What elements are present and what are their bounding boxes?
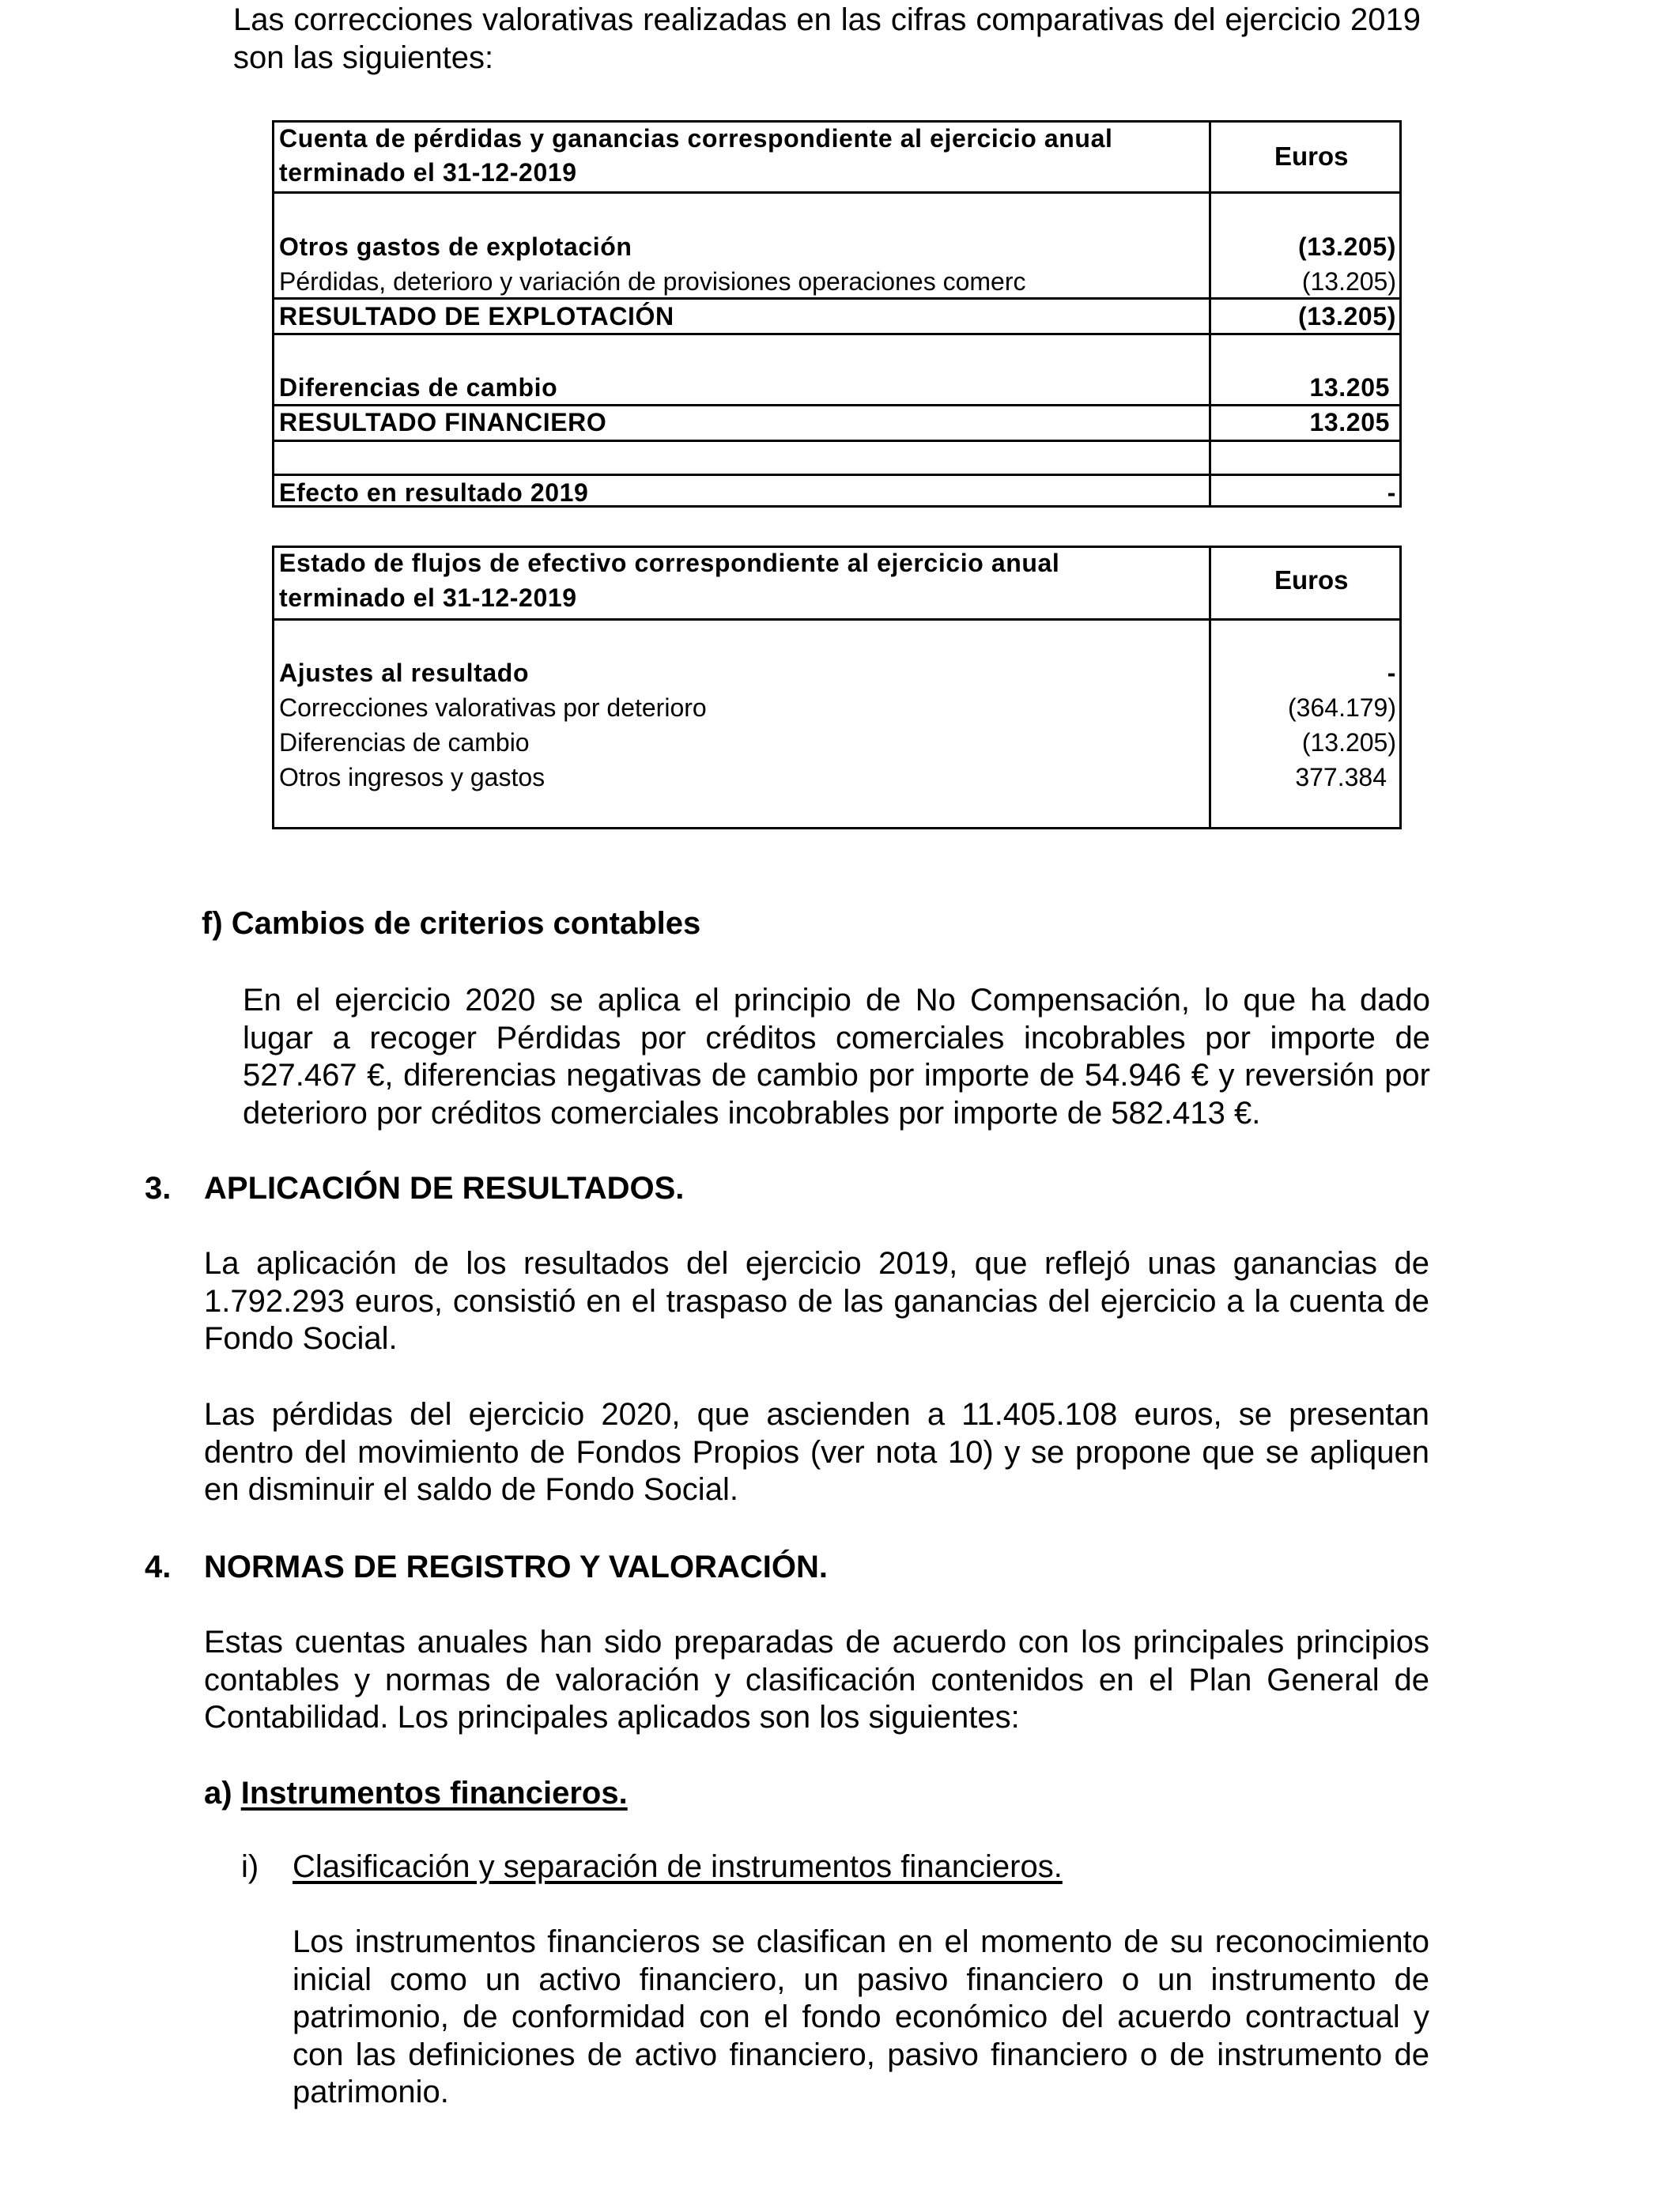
pyg-row-value: - xyxy=(1387,478,1396,507)
flujos-header-line1: Estado de flujos de efectivo correspondiente al ejercicio anual xyxy=(279,549,1060,577)
pyg-row-label: Pérdidas, deterioro y variación de provisiones operaciones comerc xyxy=(279,267,1026,296)
pyg-row-label: RESULTADO FINANCIERO xyxy=(279,408,607,436)
section-4-paragraph-1: Estas cuentas anuales han sido preparadas de acuerdo con los principales principios contables y normas de valoración y clasificación contenidos en el Plan General de Contabilidad. Los principales aplicados son los siguientes: xyxy=(204,1625,1429,1735)
subsection-a-title: Instrumentos financieros. xyxy=(240,1776,628,1811)
section-3-title: APLICACIÓN DE RESULTADOS. xyxy=(204,1171,685,1206)
pyg-row-label: RESULTADO DE EXPLOTACIÓN xyxy=(279,302,674,330)
pyg-column-divider xyxy=(1209,123,1211,505)
intro-paragraph: Las correcciones valorativas realizadas en las cifras comparativas del ejercicio 2019 son las siguientes: xyxy=(233,2,1421,75)
pyg-header-divider xyxy=(274,191,1399,194)
flujos-header-divider xyxy=(274,618,1399,621)
pyg-row-label: Diferencias de cambio xyxy=(279,373,558,402)
pyg-row-value: (13.205) xyxy=(1298,302,1396,330)
flujos-row-value: (364.179) xyxy=(1288,693,1396,722)
flujos-row-label: Diferencias de cambio xyxy=(279,728,530,757)
pyg-row-label: Otros gastos de explotación xyxy=(279,232,632,261)
flujos-row-label: Ajustes al resultado xyxy=(279,659,530,687)
pyg-row-label: Efecto en resultado 2019 xyxy=(279,478,589,507)
pyg-currency-header: Euros xyxy=(1274,142,1349,171)
section-f-body: En el ejercicio 2020 se aplica el principio de No Compensación, lo que ha dado lugar a recoger Pérdidas por créditos comerciales incobrables por importe de 527.467 €, diferencias negativas de cambio por importe de 54.946 € y reversión por deterioro por créditos comerciales incobrables por importe de 582.413 €. xyxy=(243,983,1430,1131)
flujos-currency-header: Euros xyxy=(1274,565,1349,595)
pyg-header-line1: Cuenta de pérdidas y ganancias correspondiente al ejercicio anual xyxy=(279,124,1113,153)
flujos-row-label: Otros ingresos y gastos xyxy=(279,763,546,791)
subsection-i-prefix: i) xyxy=(241,1849,259,1884)
pyg-row-value: 13.205 xyxy=(1309,373,1390,402)
section-4-title: NORMAS DE REGISTRO Y VALORACIÓN. xyxy=(204,1550,828,1584)
pyg-row-value: (13.205) xyxy=(1298,232,1396,261)
flujos-row-value: (13.205) xyxy=(1301,728,1396,757)
flujos-row-value: 377.384 xyxy=(1295,763,1387,791)
section-3-paragraph-1: La aplicación de los resultados del ejercicio 2019, que reflejó unas ganancias de 1.792.293 euros, consistió en el traspaso de las ganancias del ejercicio a la cuenta de Fondo Social. xyxy=(204,1246,1429,1356)
pyg-header-line2: terminado el 31-12-2019 xyxy=(279,158,577,187)
pyg-table xyxy=(272,120,1402,508)
section-3-paragraph-2: Las pérdidas del ejercicio 2020, que ascienden a 11.405.108 euros, se presentan dentro del movimiento de Fondos Propios (ver nota 10) y se propone que se apliquen en disminuir el saldo de Fondo Social. xyxy=(204,1397,1429,1507)
subsection-a-heading xyxy=(204,1774,628,1812)
section-4-number: 4. xyxy=(145,1550,172,1584)
flujos-row-label: Correcciones valorativas por deterioro xyxy=(279,693,707,722)
subsection-i-title: Clasificación y separación de instrumentos financieros. xyxy=(293,1849,1063,1884)
pyg-row-value: (13.205) xyxy=(1301,267,1396,296)
flujos-table xyxy=(272,546,1402,829)
subsection-a-prefix: a) xyxy=(204,1776,232,1811)
flujos-row-value: - xyxy=(1387,659,1396,687)
flujos-header-line2: terminado el 31-12-2019 xyxy=(279,583,577,612)
section-3-number: 3. xyxy=(145,1171,172,1206)
subsection-i-body: Los instrumentos financieros se clasifican en el momento de su reconocimiento inicial como un activo financiero, un pasivo financiero o un instrumento de patrimonio, de conformidad con el fondo económico del acuerdo contractual y con las definiciones de activo financiero, pasivo financiero o de instrumento de patrimonio. xyxy=(293,1924,1429,2109)
flujos-column-divider xyxy=(1209,548,1211,827)
pyg-row-value: 13.205 xyxy=(1309,408,1390,436)
section-f-title: f) Cambios de criterios contables xyxy=(202,906,701,941)
pyg-row-divider xyxy=(274,440,1399,442)
